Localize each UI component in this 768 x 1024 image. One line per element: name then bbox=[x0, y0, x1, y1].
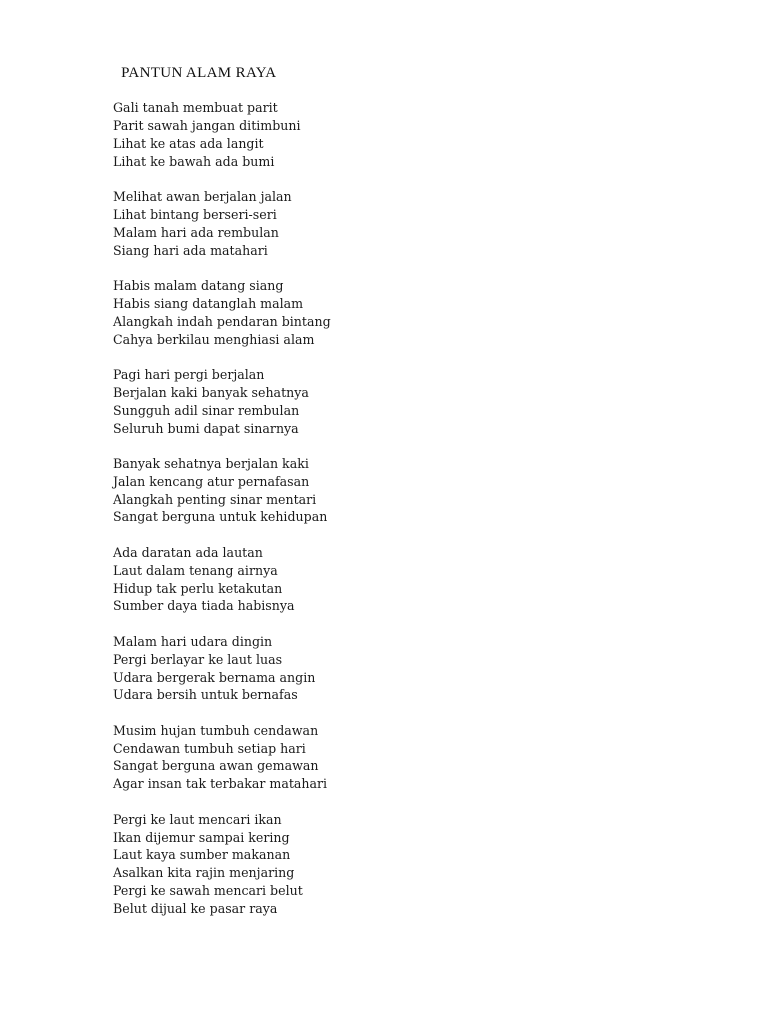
poem-line: Jalan kencang atur pernafasan bbox=[113, 473, 310, 489]
poem-line: Cahya berkilau menghiasi alam bbox=[113, 331, 315, 347]
poem-line: Alangkah indah pendaran bintang bbox=[113, 313, 331, 329]
poem-line: Ada daratan ada lautan bbox=[113, 544, 263, 560]
poem-line: Sungguh adil sinar rembulan bbox=[113, 402, 300, 418]
stanza bbox=[113, 455, 331, 527]
stanza bbox=[113, 722, 331, 794]
poem-line: Asalkan kita rajin menjaring bbox=[113, 865, 295, 881]
poem-line: Laut dalam tenang airnya bbox=[113, 562, 278, 578]
stanza bbox=[113, 277, 331, 349]
poem-line: Habis siang datanglah malam bbox=[113, 295, 304, 311]
poem-line: Malam hari udara dingin bbox=[113, 633, 273, 649]
poem-line: Sangat berguna awan gemawan bbox=[113, 758, 319, 774]
poem-line: Pergi ke sawah mencari belut bbox=[113, 883, 303, 899]
poem-line: Seluruh bumi dapat sinarnya bbox=[113, 420, 299, 436]
stanza bbox=[113, 188, 331, 260]
poem-line: Sangat berguna untuk kehidupan bbox=[113, 509, 328, 525]
poem-line: Habis malam datang siang bbox=[113, 277, 284, 293]
poem-line: Sumber daya tiada habisnya bbox=[113, 598, 295, 614]
stanza bbox=[113, 811, 331, 918]
poem-line: Banyak sehatnya berjalan kaki bbox=[113, 455, 309, 471]
poem-line: Udara bergerak bernama angin bbox=[113, 669, 316, 685]
stanza bbox=[113, 544, 331, 616]
poem-line: Hidup tak perlu ketakutan bbox=[113, 580, 283, 596]
poem-line: Berjalan kaki banyak sehatnya bbox=[113, 384, 309, 400]
poem-line: Agar insan tak terbakar matahari bbox=[113, 776, 328, 792]
poem-line: Lihat ke bawah ada bumi bbox=[113, 153, 275, 169]
poem-title: PANTUN ALAM RAYA bbox=[117, 65, 277, 81]
poem-line: Pergi ke laut mencari ikan bbox=[113, 811, 282, 827]
poem-line: Musim hujan tumbuh cendawan bbox=[113, 722, 319, 738]
stanza bbox=[113, 99, 331, 171]
poem-line: Belut dijual ke pasar raya bbox=[113, 901, 278, 917]
stanza bbox=[113, 366, 331, 438]
poem-line: Pergi berlayar ke laut luas bbox=[113, 651, 283, 667]
poem-line: Siang hari ada matahari bbox=[113, 242, 268, 258]
poem-line: Ikan dijemur sampai kering bbox=[113, 829, 290, 845]
poem-line: Parit sawah jangan ditimbuni bbox=[113, 117, 301, 133]
poem-line: Laut kaya sumber makanan bbox=[113, 847, 291, 863]
poem-line: Cendawan tumbuh setiap hari bbox=[113, 740, 306, 756]
poem-line: Pagi hari pergi berjalan bbox=[113, 366, 265, 382]
poem-line: Lihat ke atas ada langit bbox=[113, 135, 264, 151]
poem-line: Gali tanah membuat parit bbox=[113, 100, 278, 115]
poem-line: Melihat awan berjalan jalan bbox=[113, 188, 292, 204]
poem-line: Alangkah penting sinar mentari bbox=[113, 491, 317, 507]
poem-line: Lihat bintang berseri-seri bbox=[113, 206, 277, 222]
poem-body bbox=[113, 99, 331, 935]
poem-line: Udara bersih untuk bernafas bbox=[113, 687, 298, 703]
poem-line: Malam hari ada rembulan bbox=[113, 224, 279, 240]
stanza bbox=[113, 633, 331, 705]
